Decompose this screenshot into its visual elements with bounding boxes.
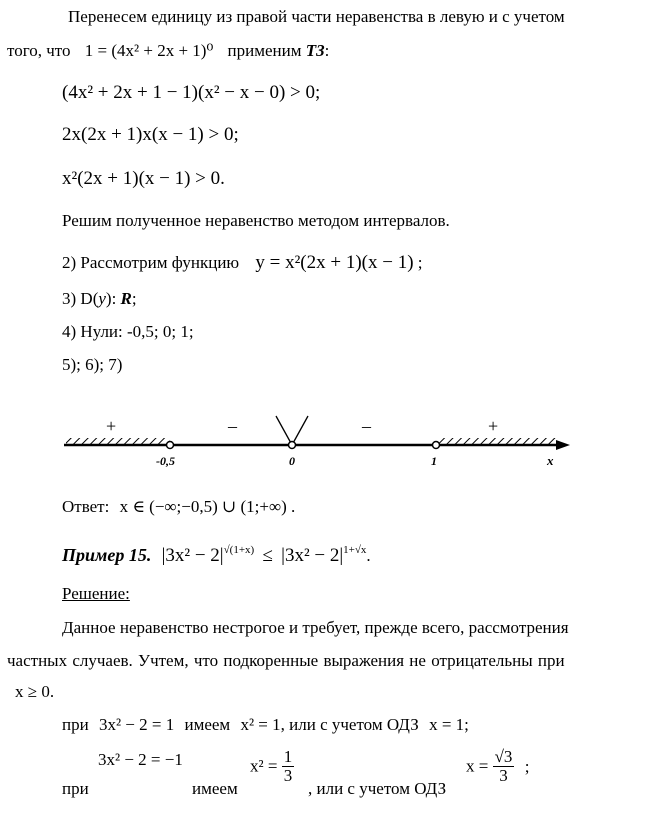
answer-label: Ответ: [62,497,110,516]
identity-formula: 1 = (4x² + 2x + 1)⁰ [84,41,214,60]
example-end: . [366,546,371,565]
case-2-res-num: 1 [283,747,293,766]
case-2-pri: при [62,779,89,798]
example-line [62,544,371,567]
case-1-pri: при [62,715,89,734]
case-2-final-lhs: x = [466,756,489,776]
case-2-res-fraction [282,748,295,785]
intro-line-1: Перенесем единицу из правой части неравенства в левую и с учетом [68,7,565,26]
tick-zero: 0 [289,454,295,468]
case-1-imeem: имеем [184,715,231,734]
tick-one: 1 [431,454,437,468]
sign-1: + [106,416,117,436]
interval-method-text: Решим полученное неравенство методом интервалов. [62,211,450,230]
example-rhs-base: |3x² − 2| [281,545,344,566]
list-item-3 [62,288,137,310]
point-minus-half [167,442,174,449]
nonneg-condition: x ≥ 0 [15,682,50,701]
case-1-end: ; [464,715,469,734]
tick-minus-half: -0,5 [156,454,175,468]
case-2-final-den: 3 [499,766,508,785]
domain-end: ; [131,289,137,308]
axis-label-x: x [547,453,554,468]
example-lhs-base: |3x² − 2| [161,545,224,566]
case-2-odz: , или с учетом ОДЗ [308,779,447,798]
answer-end: . [291,497,296,516]
list-item-2-text: 2) Рассмотрим функцию [62,253,240,272]
paragraph-line-1: Данное неравенство нестрогое и требует, прежде всего, рассмотрения [62,618,569,637]
reals-symbol: R [120,289,132,308]
example-rhs-exp: 1+√x [343,544,367,556]
case-1-odz: , или с учетом ОДЗ [280,715,419,734]
zero-right-arc [292,416,308,445]
case-2-res-den: 3 [283,766,293,785]
step-3: x²(2x + 1)(x − 1) > 0. [62,168,225,189]
intro-colon: : [324,41,330,60]
case-2-final [466,748,529,785]
answer-formula: x ∈ (−∞;−0,5) ∪ (1;+∞) [119,497,287,516]
intro-line-2-start: того, что [7,41,71,60]
list-item-2 [62,252,423,274]
zero-left-arc [276,416,292,445]
domain-var: y [98,289,106,308]
case-1-res: x² = 1 [240,715,281,734]
step-2: 2x(2x + 1)x(x − 1) > 0; [62,124,239,145]
number-line-diagram [58,408,578,470]
case-2-final-num: √3 [494,747,513,766]
sign-3: – [362,416,371,436]
example-title: Пример 15. [62,545,152,565]
case-2-eq: 3x² − 2 = −1 [98,750,183,769]
domain-mid: ): [105,289,117,308]
point-one [433,442,440,449]
sign-4: + [488,416,499,436]
sign-2: – [228,416,237,436]
list-item-2-end: ; [417,253,423,272]
answer-line [62,496,295,518]
case-2-res-lhs: x² = [250,756,278,776]
case-1-eq: 3x² − 2 = 1 [98,715,175,734]
step-1: (4x² + 2x + 1 − 1)(x² − x − 0) > 0; [62,82,321,103]
list-item-4: 4) Нули: -0,5; 0; 1; [62,322,194,341]
theorem-ref: Т3 [305,41,325,60]
case-2-result [250,748,294,785]
hatch-right [438,438,556,444]
case-2-end: ; [524,756,530,776]
paragraph-line-2: частных случаев. Учтем, что подкоренные выражения не отрицательны при [7,651,565,670]
function-formula: y = x²(2x + 1)(x − 1) [255,252,414,273]
point-zero [289,442,296,449]
example-le: ≤ [262,545,273,566]
intro-line-2-end: применим [227,41,302,60]
paragraph-line-3 [15,681,54,703]
case-2-imeem: имеем [192,779,238,798]
paragraph-end: . [49,682,55,701]
domain-prefix: 3) D( [62,289,99,308]
list-item-5-6-7: 5); 6); 7) [62,355,123,374]
axis-arrow [556,440,570,450]
solution-label: Решение: [62,584,130,603]
intro-line-2 [7,40,329,62]
case-1-final: x = 1 [429,715,465,734]
hatch-left [66,438,170,444]
case-2-final-fraction [493,748,515,785]
example-lhs-exp: √(1+x) [223,544,255,556]
case-1-line [62,714,469,736]
